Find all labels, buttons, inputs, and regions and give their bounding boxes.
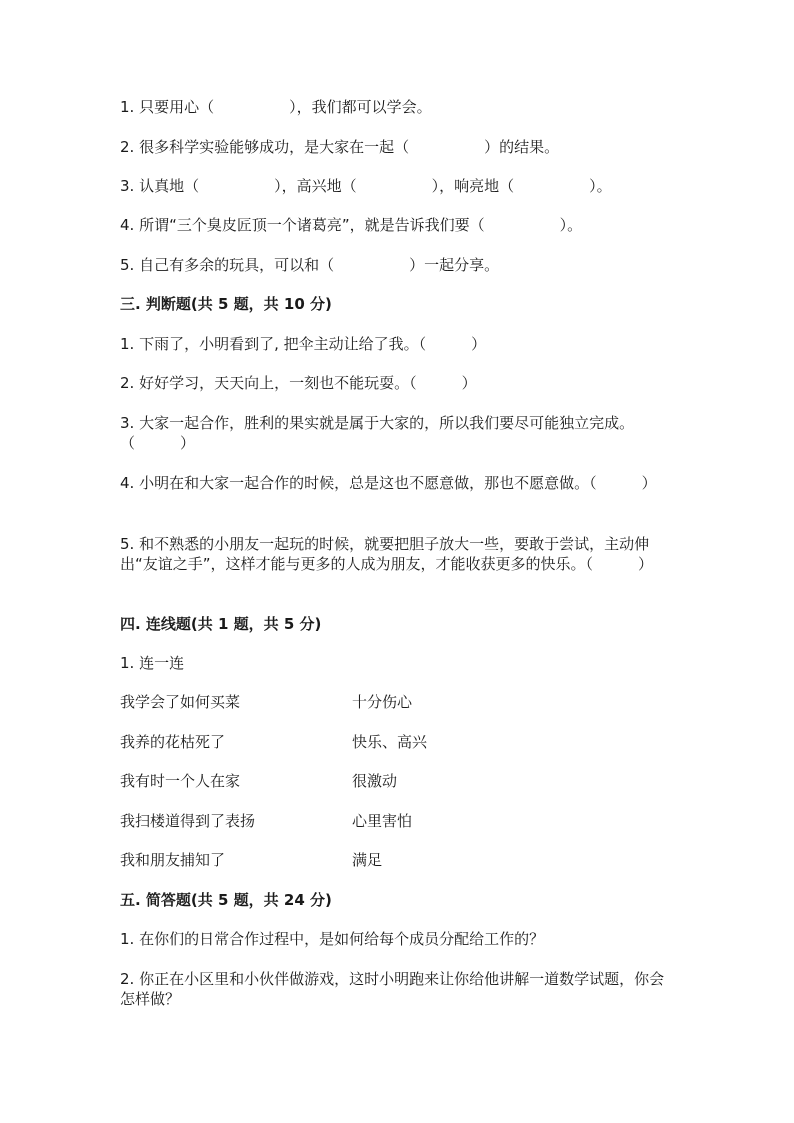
true-false-item-3: 3. 大家一起合作，胜利的果实就是属于大家的，所以我们要尽可能独立完成。（ ）	[120, 414, 635, 452]
true-false-item-2: 2. 好好学习，天天向上，一刻也不能玩耍。（ ）	[120, 374, 477, 392]
fill-blank-item-1: 1. 只要用心（ ），我们都可以学会。	[120, 98, 432, 116]
short-answer-item-2: 2. 你正在小区里和小伙伴做游戏，这时小明跑来让你给他讲解一道数学试题，你会怎样做？	[120, 970, 665, 1008]
matching-right-3: 很激动	[352, 772, 398, 790]
matching-left-2: 我养的花枯死了	[120, 733, 226, 751]
matching-left-4: 我扫楼道得到了表扬	[120, 812, 256, 830]
true-false-item-5: 5. 和不熟悉的小朋友一起玩的时候，就要把胆子放大一些，要敢于尝试，主动伸出“友谊之手”，这样才能与更多的人成为朋友，才能收获更多的快乐。（ ）	[120, 535, 654, 573]
section-heading-matching: 四. 连线题(共 1 题，共 5 分)	[120, 615, 322, 633]
fill-blank-item-5: 5. 自己有多余的玩具，可以和（ ）一起分享。	[120, 256, 500, 274]
matching-left-5: 我和朋友捕知了	[120, 851, 226, 869]
matching-right-4: 心里害怕	[352, 812, 413, 830]
section-heading-true-false: 三. 判断题(共 5 题，共 10 分)	[120, 295, 332, 313]
fill-blank-item-4: 4. 所谓“三个臭皮匠顶一个诸葛亮”，就是告诉我们要（ ）。	[120, 216, 583, 234]
true-false-item-4: 4. 小明在和大家一起合作的时候，总是这也不愿意做，那也不愿意做。（ ）	[120, 474, 657, 492]
short-answer-item-1: 1. 在你们的日常合作过程中，是如何给每个成员分配给工作的？	[120, 930, 545, 948]
matching-right-2: 快乐、高兴	[352, 733, 428, 751]
matching-left-3: 我有时一个人在家	[120, 772, 241, 790]
matching-question: 1. 连一连	[120, 654, 185, 672]
true-false-item-1: 1. 下雨了，小明看到了, 把伞主动让给了我。（ ）	[120, 335, 487, 353]
matching-right-1: 十分伤心	[352, 693, 413, 711]
matching-right-5: 满足	[352, 851, 383, 869]
fill-blank-item-3: 3. 认真地（ ），高兴地（ ），响亮地（ ）。	[120, 177, 612, 195]
section-heading-short-answer: 五. 简答题(共 5 题，共 24 分)	[120, 891, 332, 909]
matching-left-1: 我学会了如何买菜	[120, 693, 241, 711]
fill-blank-item-2: 2. 很多科学实验能够成功，是大家在一起（ ）的结果。	[120, 138, 560, 156]
